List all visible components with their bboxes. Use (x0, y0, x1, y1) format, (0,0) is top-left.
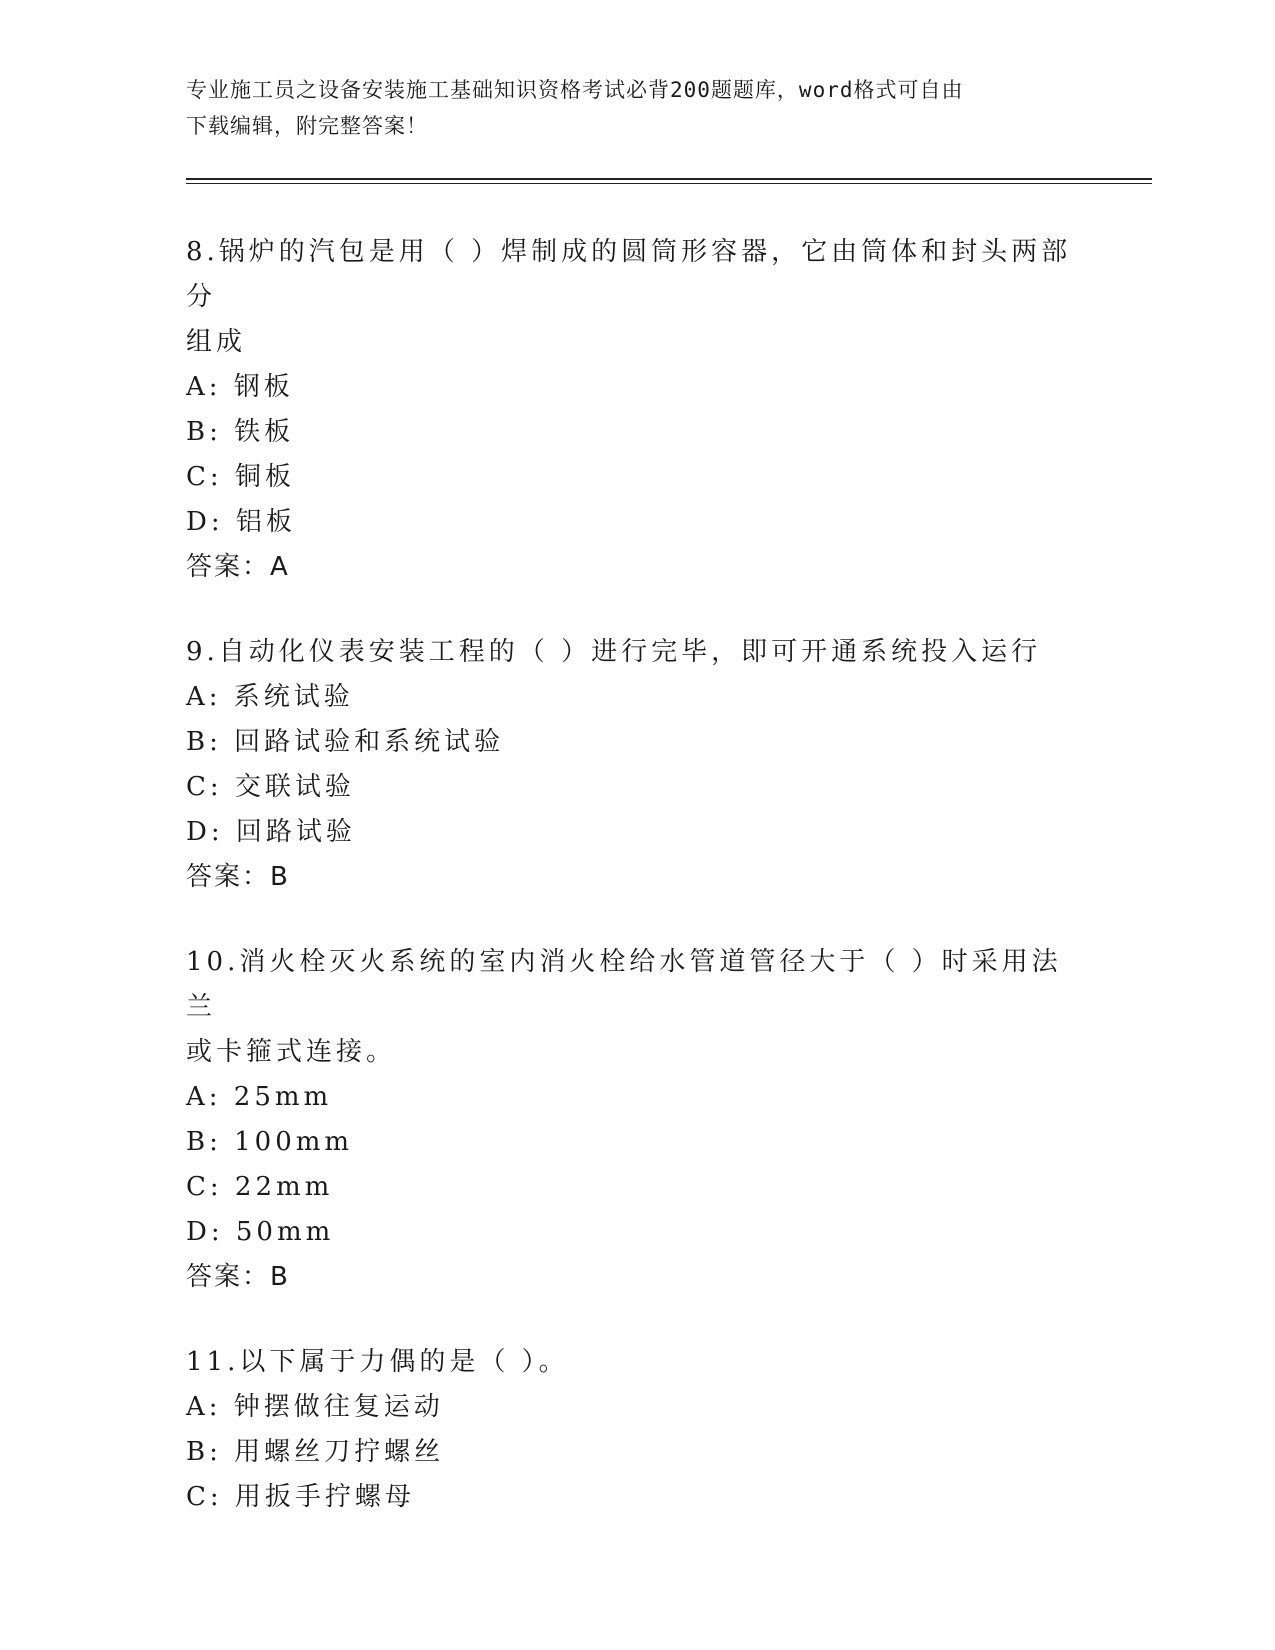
question-8 (186, 230, 1086, 590)
header-line-1: 专业施工员之设备安装施工基础知识资格考试必背200题题库，word格式可自由 (186, 78, 964, 102)
option-d: D: 回路试验 (186, 817, 356, 847)
option-c: C: 22mm (186, 1172, 334, 1202)
question-text: 9.自动化仪表安装工程的（ ）进行完毕，即可开通系统投入运行 (186, 637, 1042, 667)
header-divider-thick (186, 178, 1152, 180)
option-d: D: 铝板 (186, 507, 296, 537)
option-c: C: 用扳手拧螺母 (186, 1482, 415, 1512)
option-b: B: 回路试验和系统试验 (186, 727, 505, 757)
answer-line: 答案：A (186, 552, 290, 582)
option-c: C: 铜板 (186, 462, 295, 492)
header-divider-thin (186, 183, 1152, 184)
option-c: C: 交联试验 (186, 772, 355, 802)
question-text: 10.消火栓灭火系统的室内消火栓给水管道管径大于（ ）时采用法兰 (186, 947, 1062, 1022)
option-a: A: 钢板 (186, 372, 294, 402)
option-a: A: 钟摆做往复运动 (186, 1392, 444, 1422)
question-text: 11.以下属于力偶的是（ ）。 (186, 1347, 569, 1377)
header-line-2: 下载编辑，附完整答案！ (186, 114, 428, 138)
option-b: B: 铁板 (186, 417, 295, 447)
option-b: B: 用螺丝刀拧螺丝 (186, 1437, 445, 1467)
question-text: 8.锅炉的汽包是用（ ）焊制成的圆筒形容器，它由筒体和封头两部分 (186, 237, 1072, 312)
question-list (186, 230, 1086, 1560)
document-header (186, 72, 1066, 144)
option-a: A: 系统试验 (186, 682, 354, 712)
question-text-continued: 组成 (186, 327, 247, 357)
option-b: B: 100mm (186, 1127, 354, 1157)
question-10 (186, 940, 1086, 1300)
option-a: A: 25mm (186, 1082, 333, 1112)
question-text-continued: 或卡箍式连接。 (186, 1037, 397, 1067)
option-d: D: 50mm (186, 1217, 335, 1247)
question-11 (186, 1340, 1086, 1520)
answer-line: 答案：B (186, 1262, 290, 1292)
question-9 (186, 630, 1086, 900)
answer-line: 答案：B (186, 862, 290, 892)
